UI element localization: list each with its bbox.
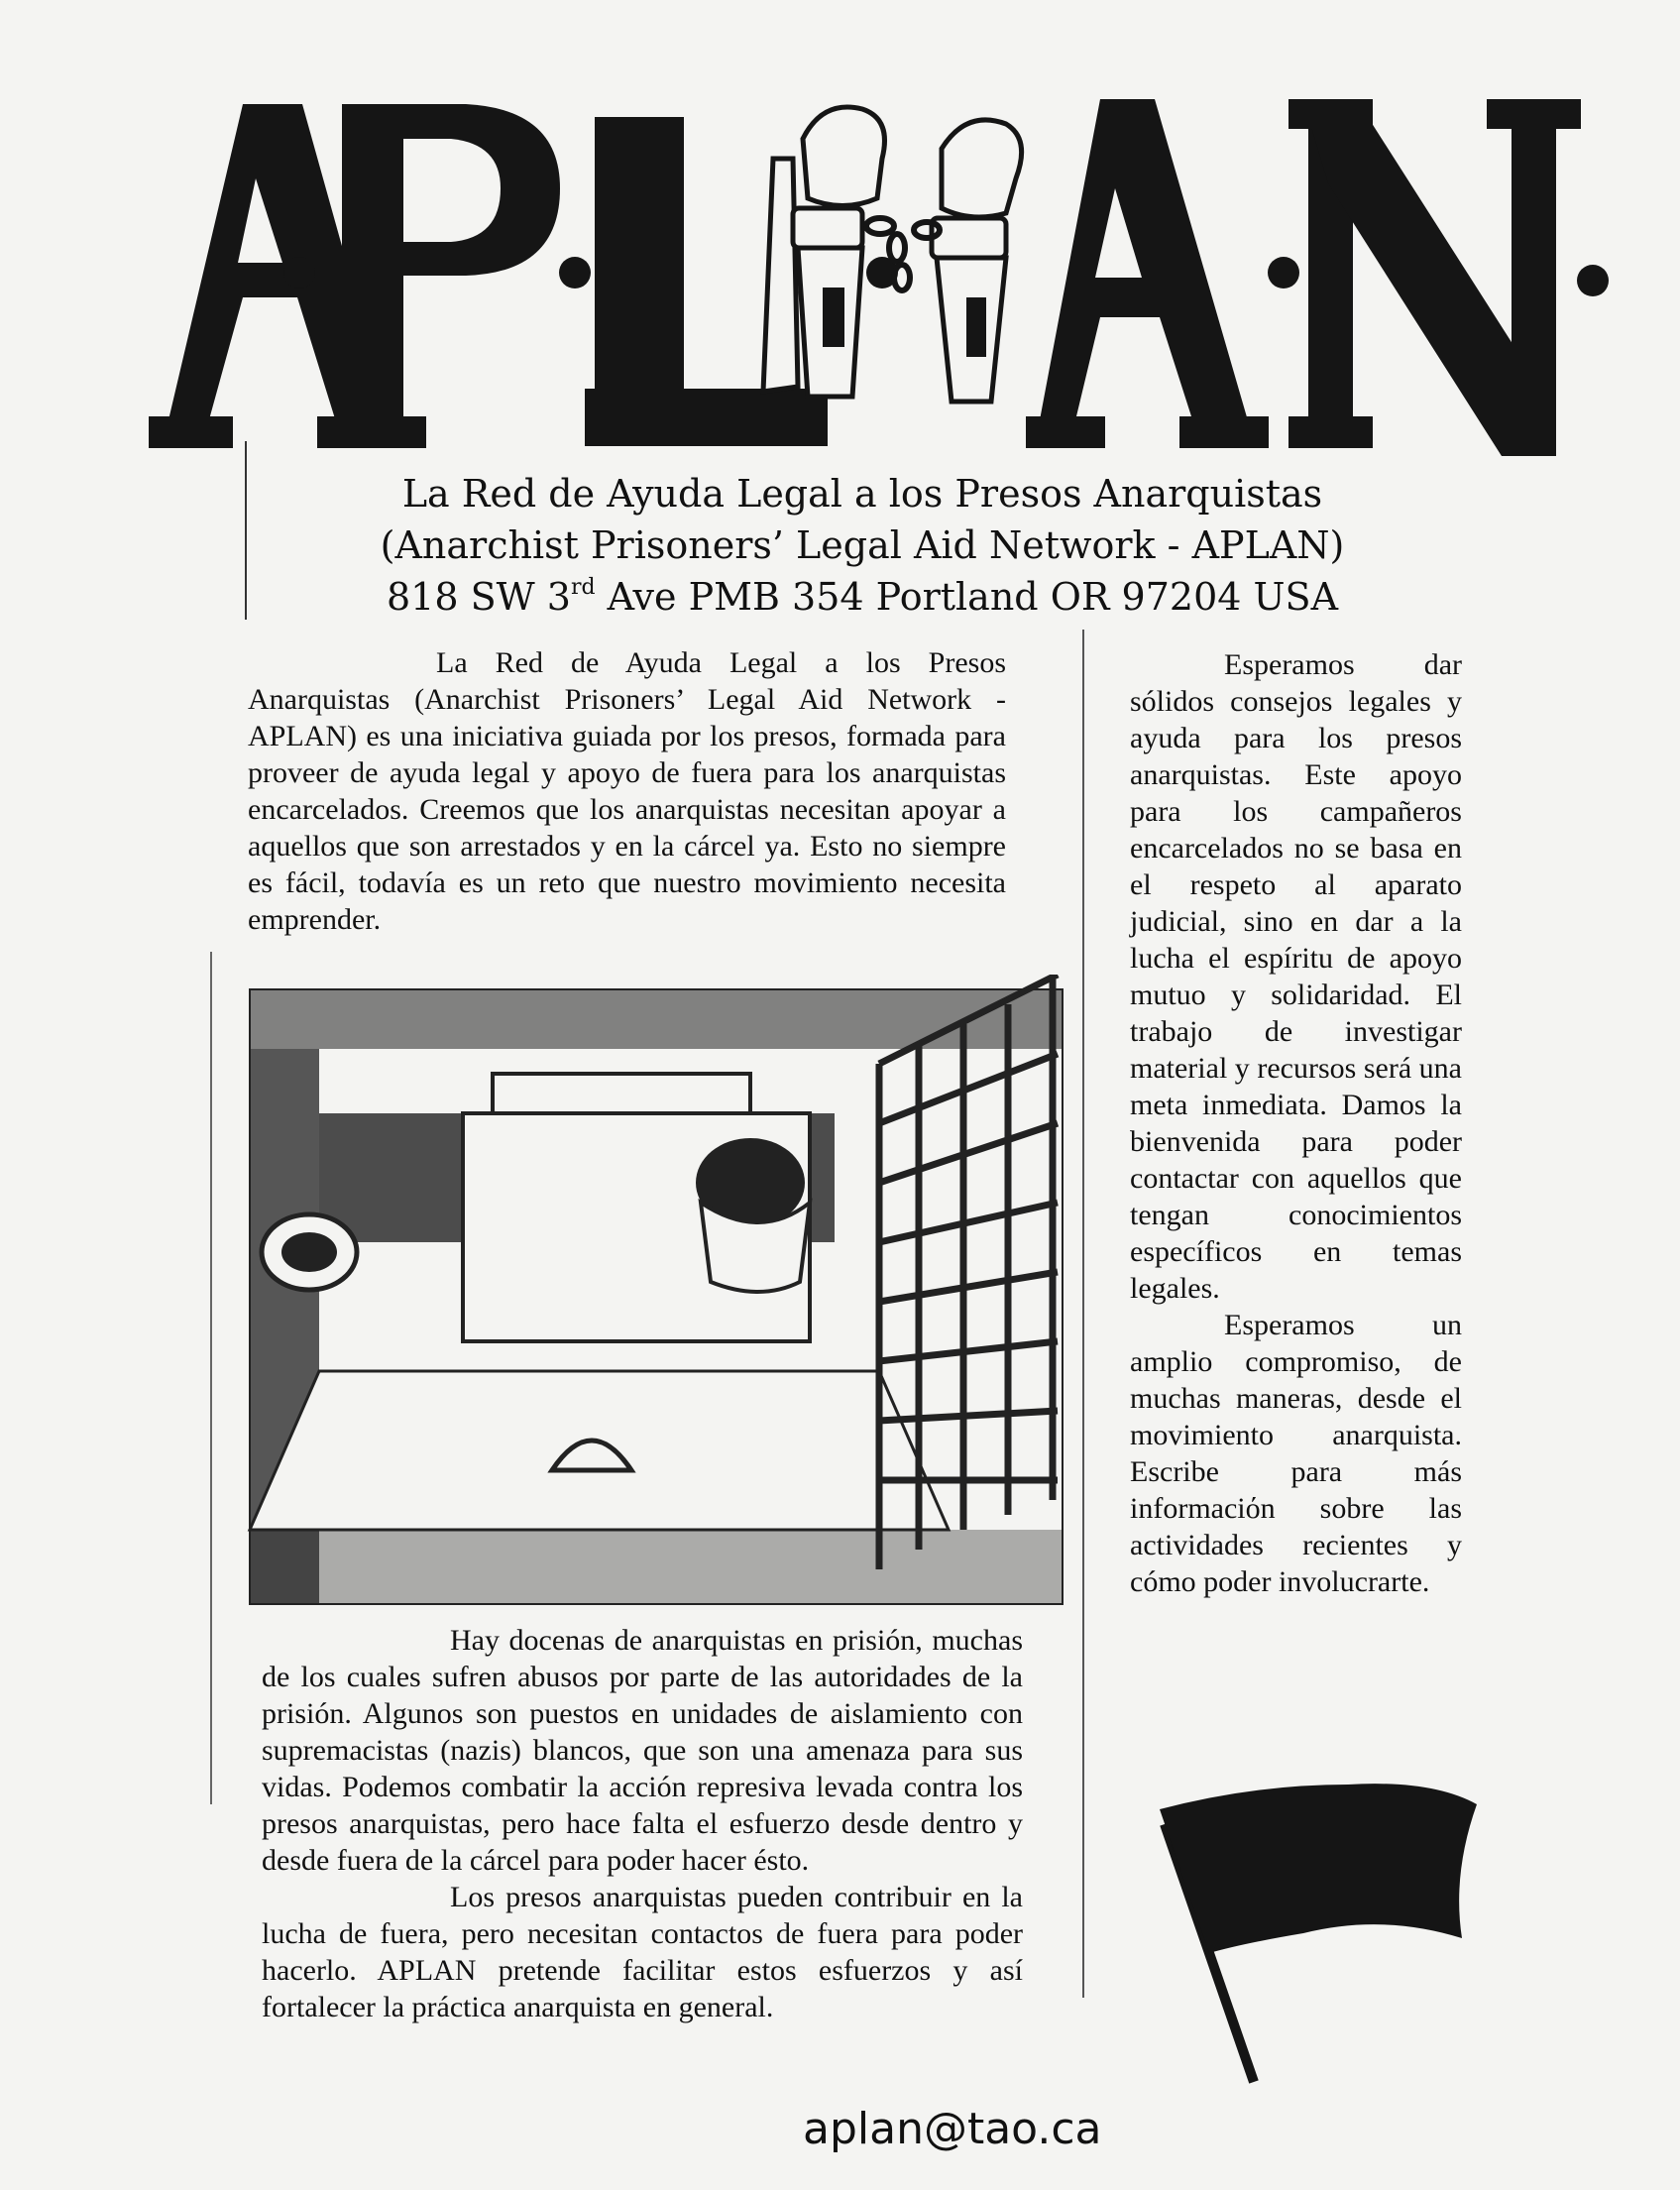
aplan-masthead [0, 0, 1680, 476]
middle-text-block [262, 1622, 1023, 2025]
logo-dot [1268, 257, 1299, 288]
organization-header [243, 468, 1482, 623]
right-paragraph: Esperamos dar sólidos consejos legales y ayuda para los presos anarquistas. Este apoyo para los campañeros encarcelados no se basa en el respeto al aparato judicial, sino en dar a la lucha el espíritu de apoyo mutuo y solidaridad. El trabajo de investigar material y recursos será una meta inmediata. Damos la bienvenida para poder contactar con aquellos que tengan conocimientos específicos en temas legales. [1130, 648, 1462, 1305]
org-name-english: (Anarchist Prisoners’ Legal Aid Network - APLAN) [380, 523, 1345, 567]
intro-text-block [248, 644, 1006, 938]
middle-paragraph: Hay docenas de anarquistas en prisión, muchas de los cuales sufren abusos por parte de las autoridades de la prisión. Algunos son puestos en unidades de aislamiento con supremacistas (nazis) blancos, que son una amenaza para sus vidas. Podemos combatir la acción represiva levada contra los presos anarquistas, pero hace falta el esfuerzo desde dentro y desde fuera de la cárcel para poder hacer ésto. [262, 1624, 1023, 1877]
logo-dot [283, 257, 315, 288]
aplan-logo [0, 0, 1680, 476]
org-address: 818 SW 3rd Ave PMB 354 Portland OR 97204 USA [386, 575, 1339, 619]
black-flag-icon [1135, 1765, 1492, 2092]
prison-cell-illustration [235, 975, 1077, 1619]
logo-dot [559, 257, 591, 288]
contact-email[interactable]: aplan@tao.ca [803, 2104, 1102, 2154]
left-edge-rule [210, 952, 212, 1804]
middle-paragraph: Los presos anarquistas pueden contribuir en la lucha de fuera, pero necesitan contactos de fuera para poder hacerlo. APLAN pretende facilitar estos esfuerzos y así fortalecer la práctica anarquista en general. [262, 1881, 1023, 2023]
right-text-column [1130, 646, 1462, 1600]
intro-paragraph: La Red de Ayuda Legal a los Presos Anarquistas (Anarchist Prisoners’ Legal Aid Network - APLAN) es una iniciativa guiada por los presos, formada para proveer de ayuda legal y apoyo de fuera para los anarquistas encarcelados. Creemos que los anarquistas necesitan apoyar a aquellos que son arrestados y en la cárcel ya. Esto no siempre es fácil, todavía es un reto que nuestro movimiento necesita emprender. [248, 646, 1006, 936]
logo-dot [1577, 265, 1609, 296]
org-name-spanish: La Red de Ayuda Legal a los Presos Anarquistas [401, 472, 1323, 516]
right-paragraph: Esperamos un amplio compromiso, de muchas maneras, desde el movimiento anarquista. Escribe para más informaciόn sobre las actividades recientes y cómo poder involucrarte. [1130, 1309, 1462, 1598]
column-divider [1082, 630, 1084, 1998]
